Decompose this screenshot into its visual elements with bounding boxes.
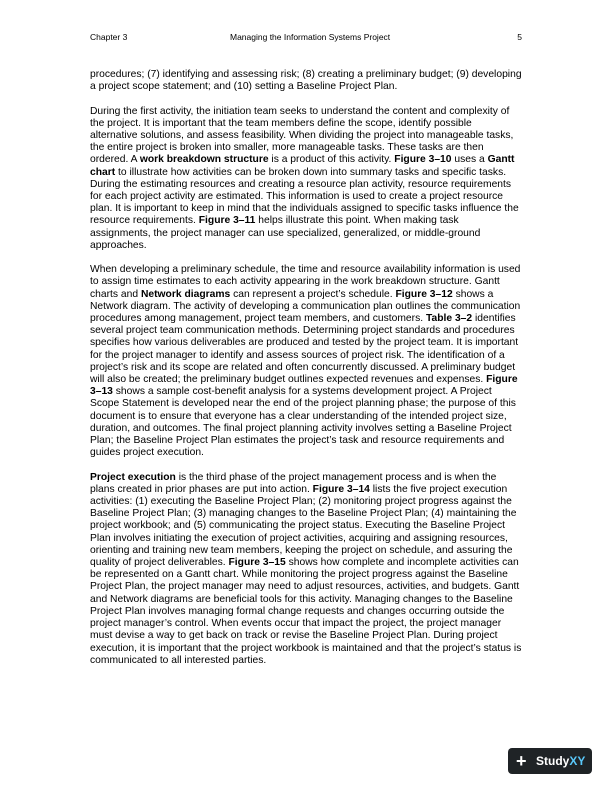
figure-ref: Figure 3–13	[90, 374, 518, 398]
paragraph-1: procedures; (7) identifying and assessing risk; (8) creating a preliminary budget; (9) developing a project scope statement; and (10) setting a Baseline Project Plan.	[90, 69, 522, 93]
text-run: shows how complete and incomplete activities can be represented on a Gantt chart. While monitoring the project progress against the Baseline Project Plan, the project manager may need to adjust resources, activities, and budgets. Gantt and Network diagrams are beneficial tools for this activity. Managing changes to the Baseline Project Plan involves managing formal change requests and changes occurring outside the project manager’s control. When events occur that impact the project, the project manager must devise a way to get back on track or revise the Baseline Project Plan. During project execution, it is important that the project workbook is maintained and that the project’s status is communicated to all interested parties.	[90, 557, 522, 666]
figure-ref: Figure 3–15	[228, 557, 286, 569]
text-run: can represent a project’s schedule.	[230, 288, 396, 300]
document-body	[90, 69, 522, 679]
figure-ref: Figure 3–11	[198, 215, 256, 227]
term-gantt-chart: Gantt chart	[90, 154, 515, 178]
paragraph-3	[90, 264, 522, 459]
figure-ref: Figure 3–14	[312, 483, 370, 495]
term-network-diagrams: Network diagrams	[140, 288, 231, 300]
paragraph-4	[90, 472, 522, 667]
chapter-label: Chapter 3	[90, 32, 128, 42]
page-header	[90, 32, 522, 46]
brand-xy: XY	[569, 754, 586, 768]
text-run: to illustrate how activities can be broken down into summary tasks and specific tasks. During the estimating resources and creating a resource plan activity, resource requirements for each project activity are estimated. This information is used to create a project resource plan. It is important to keep in mind that the individuals assigned to specific tasks influence the resource requirements.	[90, 166, 519, 227]
text-run: is a product of this activity.	[268, 154, 395, 166]
text-run: identifies several project team communication methods. Determining project standards and procedures specifies how various deliverables are produced and tested by the project team. It is important for the project manager to identify and assess sources of project risk. The identification of a project’s risk and its scope are related and often concurrently discussed. A preliminary budget will also be created; the preliminary budget outlines expected revenues and expenses.	[90, 313, 519, 386]
term-project-execution: Project execution	[90, 471, 176, 483]
text-run: uses a	[451, 154, 488, 166]
brand-logo-text	[536, 753, 585, 769]
figure-ref: Figure 3–10	[394, 154, 452, 166]
figure-ref: Figure 3–12	[395, 288, 453, 300]
text-run: lists the five project execution activities: (1) executing the Baseline Project Plan; (2) monitoring project progress against the Baseline Project Plan; (3) managing changes to the Baseline Project Plan; (4) maintaining the project workbook; and (5) communicating the project status. Executing the Baseline Project Plan involves initiating the execution of project activities, acquiring and assigning resources, orienting and training new team members, keeping the project on schedule, and assuring the quality of project deliverables.	[90, 483, 517, 569]
text-run: When developing a preliminary schedule, the time and resource availability information is used to assign time estimates to each activity appearing in the work breakdown structure. Gantt charts and	[90, 264, 521, 300]
brand-study: Study	[536, 754, 570, 768]
studyxy-badge[interactable]	[508, 748, 592, 774]
paragraph-2	[90, 106, 522, 252]
text-run: shows a Network diagram. The activity of developing a communication plan outlines the communication procedures among management, project team members, and customers.	[90, 288, 521, 325]
term-work-breakdown-structure: work breakdown structure	[139, 154, 269, 166]
text-run: shows a sample cost-benefit analysis for a systems development project. A Project Scope Statement is developed near the end of the project planning phase; the purpose of this document is to ensure that everyone has a clear understanding of the intended project size, duration, and outcomes. The final project planning activity involves setting a Baseline Project Plan; the Baseline Project Plan estimates the project’s task and resource requirements and guides project execution.	[90, 386, 516, 459]
plus-icon: +	[516, 751, 527, 771]
text-run: helps illustrate this point. When making task assignments, the project manager can use specialized, generalized, or middle-ground approaches.	[90, 215, 481, 251]
text-run: is the third phase of the project management process and is when the plans created in prior phases are put into action.	[90, 471, 497, 495]
page-number: 5	[517, 32, 522, 42]
running-title: Managing the Information Systems Project	[230, 32, 391, 42]
text-run: During the first activity, the initiation team seeks to understand the content and complexity of the project. It is important that the team members define the scope, identify possible alternative solutions, and assess feasibility. When dividing the project into manageable tasks, the entire project is broken into smaller, more manageable tasks. These tasks are then ordered. A	[90, 105, 514, 166]
table-ref: Table 3–2	[425, 313, 473, 325]
